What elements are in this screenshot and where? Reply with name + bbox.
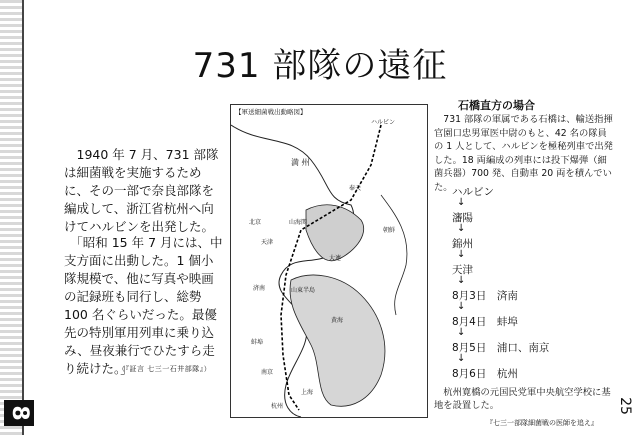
sidebar-source: 『七三一部隊細菌戦の医師を追え』 xyxy=(486,419,598,427)
map-label-dalian: 大連 xyxy=(329,255,342,262)
sidebar-final-note: 杭州寛橋の元国民党軍中央航空学校に基地を設置した。 xyxy=(434,387,611,411)
quote-source: （『証言 七三一石井部隊』） xyxy=(118,365,212,373)
down-arrow-icon: ↓ xyxy=(457,249,466,260)
map-label-shanghai: 上海 xyxy=(301,389,314,396)
map-label-manchuria: 満 州 xyxy=(291,158,310,167)
map-caption: 【軍送細菌戦出動略図】 xyxy=(235,108,307,116)
sidebar-heading: 石橋直方の場合 xyxy=(458,99,535,112)
map-label-yellow-sea: 黄海 xyxy=(331,317,344,324)
map-label-beijing: 北京 xyxy=(249,219,262,226)
map-label-shandong: 山東半島 xyxy=(291,287,316,294)
body-paragraph: 1940 年 7 月、731 部隊は細菌戦を実施するために、その一部で奈良部隊を編成して、浙江省杭州へ向けてハルビンを出発した。 xyxy=(64,147,219,234)
route-stop: 8月3日 済南 xyxy=(452,290,518,302)
page-title: 731 部隊の遠征 xyxy=(192,46,448,86)
down-arrow-icon: ↓ xyxy=(457,327,466,338)
sidebar-text: 731 部隊の軍属である石橋は、輸送指揮官園口忠男軍医中尉のもと、42 名の隊員の 1 人として、ハルビンを極秘列車で出発した。18 両編成の列車には投下爆弾（細菌兵器）700 発、自動車 20 両を積んでいた。 xyxy=(434,114,613,193)
route-stop: 錦州 xyxy=(452,238,473,250)
down-arrow-icon: ↓ xyxy=(457,301,466,312)
map-label-tianjin: 天津 xyxy=(261,239,274,246)
down-arrow-icon: ↓ xyxy=(457,275,466,286)
map-label-harbin: ハルビン xyxy=(371,119,396,126)
page-number-left: 8 xyxy=(4,400,34,426)
map-label-hangzhou: 杭州 xyxy=(271,403,284,410)
map-label-jinan: 済南 xyxy=(253,285,266,292)
route-stop: 天津 xyxy=(452,264,473,276)
route-stop: ハルビン xyxy=(452,186,494,198)
map-label-shanhaiguan: 山海関 xyxy=(289,219,308,226)
route-map xyxy=(230,104,428,418)
route-stop: 8月5日 浦口、南京 xyxy=(452,342,550,354)
down-arrow-icon: ↓ xyxy=(457,223,466,234)
map-label-mukden: 奉天 xyxy=(349,185,362,192)
page-number-right: 25 xyxy=(617,397,634,415)
map-label-nanjing: 南京 xyxy=(261,369,274,376)
map-label-korea: 朝鮮 xyxy=(383,227,396,234)
route-stop: 瀋陽 xyxy=(452,212,473,224)
down-arrow-icon: ↓ xyxy=(457,197,466,208)
map-label-bengbu: 蚌埠 xyxy=(251,339,264,346)
down-arrow-icon: ↓ xyxy=(457,353,466,364)
route-stop: 8月4日 蚌埠 xyxy=(452,316,518,328)
testimony-quote: 「昭和 15 年 7 月には、中支方面に出動した。1 個小隊規模で、他に写真や映画の記録班も同行し、総勢 100 名ぐらいだった。最優先の特別軍用列車に乗り込み、昼夜兼行でひたすら走り続けた。」 xyxy=(64,235,223,376)
route-stop: 8月6日 杭州 xyxy=(452,368,518,380)
